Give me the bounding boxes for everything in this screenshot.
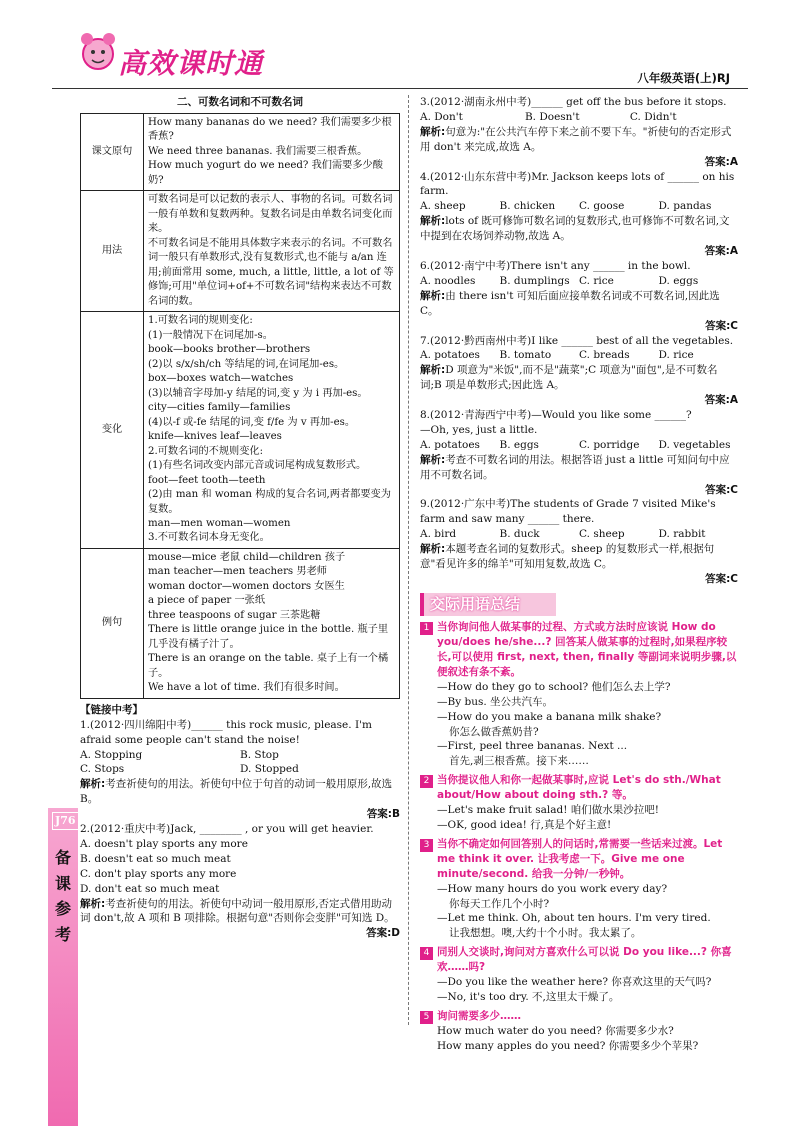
row-content [144, 113, 400, 190]
dialogue-line: —No, it's too dry. 不,这里太干燥了。 [437, 990, 620, 1003]
option: B. Doesn't [524, 110, 580, 123]
explanation-text: D 项意为"米饭",而不是"蔬菜";C 项意为"面包",是不可数名词;B 项是单数形式;因此选 A。 [420, 364, 718, 392]
dialogue-line: 首先,剥三根香蕉。接下来…… [449, 755, 589, 768]
content-line: 不可数名词是不能用具体数字来表示的名词。不可数名词一般只有单数形式,没有复数形式,也不能与 a/an 连用;前面常用 some, much, a little, little, a lot of 等修饰;可用"单位词+of+不可数名词"结构来表达不可数名词的数。 [148, 237, 394, 307]
question-options [420, 110, 738, 125]
dialogue-line: How much water do you need? 你需要多少水? [437, 1024, 674, 1037]
content-line: (1)有些名词改变内部元音或词尾构成复数形式。 [148, 460, 367, 472]
question-stem: 7.(2012·黔西南州中考)I like ______ best of all the vegetables. [420, 334, 734, 347]
option: C. rice [579, 274, 614, 287]
row-head: 例句 [81, 548, 144, 698]
answer: 答案:D [366, 927, 400, 940]
column-divider [408, 95, 409, 1025]
content-line: 1.可数名词的规则变化: [148, 315, 253, 327]
option: C. porridge [579, 438, 640, 451]
question-stem: 3.(2012·湖南永州中考)______ get off the bus before it stops. [420, 96, 727, 108]
option: A. bird [420, 528, 457, 541]
answer: 答案:C [705, 483, 738, 496]
content-line: There is little orange juice in the bottle. 瓶子里几乎没有橘子汁了。 [148, 624, 389, 650]
explanation [420, 363, 738, 393]
option: A. potatoes [420, 438, 480, 451]
point-title: 同别人交谈时,询问对方喜欢什么可以说 Do you like...? 你喜欢……吗? [437, 946, 732, 974]
question-options [80, 748, 400, 778]
question-list [420, 95, 738, 587]
option: A. doesn't play sports any more [80, 837, 248, 850]
option: C. sheep [579, 528, 625, 541]
content-line: man—men woman—women [148, 517, 291, 529]
question-options [420, 199, 738, 214]
point-number: 3 [420, 839, 433, 852]
table-row [81, 113, 400, 190]
option: A. Stopping [80, 748, 143, 761]
answer: 答案:A [704, 155, 738, 168]
question-stem: 1.(2012·四川绵阳中考)______ this rock music, please. I'm afraid some people can't stand the noise! [80, 718, 372, 746]
question-options [420, 438, 738, 453]
content-line: (2)以 s/x/sh/ch 等结尾的词,在词尾加-es。 [148, 358, 345, 370]
question-options [420, 348, 738, 363]
question-stem: 4.(2012·山东东营中考)Mr. Jackson keeps lots of ______ on his farm. [420, 170, 735, 198]
section-title: 二、可数名词和不可数名词 [177, 96, 303, 108]
row-content [144, 548, 400, 698]
content-line: (1)一般情况下在词尾加-s。 [148, 329, 273, 341]
content-line: How much yogurt do we need? 我们需要多少酸奶? [148, 160, 383, 186]
content-line: (4)以-f 或-fe 结尾的词,变 f/fe 为 v 再加-es。 [148, 416, 356, 428]
explanation-label: 解析: [420, 215, 446, 228]
content-line: woman doctor—women doctors 女医生 [148, 580, 345, 592]
point-number: 2 [420, 775, 433, 788]
left-column [80, 95, 400, 941]
question-options [420, 527, 738, 542]
point-heading [420, 620, 738, 680]
link-exam-title: 【链接中考】 [80, 703, 143, 716]
row-content [144, 312, 400, 549]
dialogue-line: —Let's make fruit salad! 咱们做水果沙拉吧! [437, 804, 659, 817]
option: D. rabbit [658, 528, 706, 541]
content-line: knife—knives leaf—leaves [148, 431, 282, 443]
option: B. dumplings [499, 274, 570, 287]
content-line: 3.不可数名词本身无变化。 [148, 532, 270, 544]
explanation [420, 542, 738, 572]
dialogue-line: How many apples do you need? 你需要多少个苹果? [437, 1039, 699, 1052]
dialogue-line: —Let me think. Oh, about ten hours. I'm very tired. [437, 912, 711, 925]
explanation-text: 考查不可数名词的用法。根据答语 just a little 可知问句中应用不可数名词。 [420, 453, 730, 481]
answer: 答案:A [704, 394, 738, 407]
option: D. eggs [658, 274, 699, 287]
option: B. doesn't eat so much meat [80, 852, 231, 865]
option: C. Didn't [629, 110, 677, 123]
option: A. sheep [420, 200, 466, 213]
option: C. breads [579, 349, 630, 362]
explanation [420, 289, 738, 319]
question-2 [80, 822, 400, 941]
side-strip-text: 备课参考 [54, 848, 71, 944]
question-item [420, 170, 738, 259]
dialogue-line: —How do they go to school? 他们怎么去上学? [437, 680, 671, 693]
content-line: (3)以辅音字母加-y 结尾的词,变 y 为 i 再加-es。 [148, 387, 368, 399]
option: B. eggs [499, 438, 539, 451]
expression-point [420, 620, 738, 769]
question-stem: 6.(2012·南宁中考)There isn't any ______ in the bowl. [420, 259, 691, 272]
explanation-label: 解析: [420, 543, 446, 556]
content-line: We have a lot of time. 我们有很多时间。 [148, 682, 345, 694]
explanation-text: 考查祈使句的用法。祈使句中位于句首的动词一般用原形,故选 B。 [80, 778, 393, 806]
option: A. potatoes [420, 349, 480, 362]
row-head: 用法 [81, 191, 144, 312]
content-line: There is an orange on the table. 桌子上有一个橘子。 [148, 653, 389, 679]
expression-point [420, 773, 738, 833]
dialogue-line: 你怎么做香蕉奶昔? [449, 725, 539, 738]
point-heading [420, 837, 738, 882]
question-1 [80, 718, 400, 822]
answer: 答案:B [366, 808, 400, 821]
option: A. Don't [420, 110, 463, 123]
question-options [420, 274, 738, 289]
question-stem: 9.(2012·广东中考)The students of Grade 7 visited Mike's farm and saw many ______ there. [420, 498, 716, 526]
explanation [420, 214, 738, 244]
table-row [81, 191, 400, 312]
point-title: 当你询问他人做某事的过程、方式或方法时应该说 How do you/does he/she...? 回答某人做某事的过程时,如果程序较长,可以使用 first, next, then, finally 等副词来说明步骤,以便叙述有条不紊。 [437, 621, 737, 678]
answer: 答案:C [705, 319, 738, 332]
question-item [420, 334, 738, 409]
row-head: 变化 [81, 312, 144, 549]
content-line: (2)由 man 和 woman 构成的复合名词,两者都要变为复数。 [148, 489, 391, 515]
grammar-table [80, 113, 400, 699]
option: D. vegetables [658, 438, 731, 451]
dialogue-line: —OK, good idea! 行,真是个好主意! [437, 818, 612, 831]
point-heading [420, 1009, 738, 1024]
option: B. chicken [499, 200, 556, 213]
content-line: mouse—mice 老鼠 child—children 孩子 [148, 551, 346, 563]
content-line: book—books brother—brothers [148, 344, 311, 356]
header-rule [52, 88, 748, 89]
page-header [0, 0, 800, 100]
mascot-icon [76, 30, 120, 74]
option: B. duck [499, 528, 540, 541]
dialogue-line: —First, peel three bananas. Next ... [437, 740, 628, 753]
row-content [144, 191, 400, 312]
expression-points [420, 620, 738, 1053]
option: A. noodles [420, 274, 476, 287]
explanation-label: 解析: [420, 453, 446, 466]
explanation [80, 777, 400, 807]
point-heading [420, 773, 738, 803]
section-banner: 交际用语总结 [420, 593, 556, 616]
dialogue-line: —How many hours do you work every day? [437, 882, 668, 895]
option: D. rice [658, 349, 694, 362]
explanation [420, 125, 738, 155]
point-heading [420, 945, 738, 975]
point-number: 4 [420, 947, 433, 960]
subject-label: 八年级英语(上)RJ [637, 71, 730, 85]
question-item [420, 497, 738, 586]
explanation-label: 解析: [80, 897, 106, 910]
option: C. don't play sports any more [80, 867, 237, 880]
option: C. Stops [80, 763, 125, 776]
content-line: a piece of paper 一张纸 [148, 595, 266, 607]
option: B. tomato [499, 349, 552, 362]
dialogue-line: —Do you like the weather here? 你喜欢这里的天气吗? [437, 976, 712, 989]
content-line: 2.可数名词的不规则变化: [148, 445, 264, 457]
question-options [80, 837, 400, 897]
page-number: J76 [52, 812, 79, 830]
explanation [80, 897, 400, 927]
question-stem: 2.(2012·重庆中考)Jack, ________ , or you will get heavier. [80, 823, 374, 836]
brand-logo: 高效课时通 [118, 47, 264, 80]
answer: 答案:C [705, 573, 738, 585]
content-line: man teacher—men teachers 男老师 [148, 566, 327, 578]
expression-point [420, 945, 738, 1005]
point-title: 询问需要多少…… [437, 1009, 521, 1022]
content-line: We need three bananas. 我们需要三根香蕉。 [148, 145, 368, 157]
point-title: 当你不确定如何回答别人的问话时,常需要一些话来过渡。Let me think it over. 让我考虑一下。Give me one minute/second. 给我一分钟/一秒钟。 [437, 837, 723, 880]
content-line: foot—feet tooth—teeth [148, 474, 266, 486]
point-title: 当你提议他人和你一起做某事时,应说 Let's do sth./What about/How about doing sth.? 等。 [437, 774, 721, 802]
point-number: 1 [420, 622, 433, 635]
question-stem: 8.(2012·青海西宁中考)—Would you like some ______? —Oh, yes, just a little. [420, 409, 692, 436]
row-head: 课文原句 [81, 113, 144, 190]
explanation-text: 由 there isn't 可知后面应接单数名词或不可数名词,因此选 C。 [420, 289, 720, 317]
dialogue-line: —By bus. 坐公共汽车。 [437, 695, 554, 708]
explanation-text: 句意为:"在公共汽车停下来之前不要下车。"祈使句的否定形式用 don't 来完成,故选 A。 [420, 125, 732, 153]
explanation-text: 考查祈使句的用法。祈使句中动词一般用原形,否定式借用助动词 don't,故 A 项和 B 项排除。根据句意"否则你会变胖"可知选 D。 [80, 897, 395, 925]
option: D. pandas [658, 200, 712, 213]
expression-point [420, 1009, 738, 1054]
point-number: 5 [420, 1011, 433, 1024]
question-item [420, 408, 738, 497]
explanation-text: lots of 既可修饰可数名词的复数形式,也可修饰不可数名词,文中提到在农场饲养动物,故选 A。 [420, 215, 730, 243]
dialogue-line: 让我想想。噢,大约十个小时。我太累了。 [449, 927, 642, 940]
question-item [420, 95, 738, 170]
content-line: city—cities family—families [148, 402, 291, 414]
option: C. goose [579, 200, 625, 213]
dialogue-line: —How do you make a banana milk shake? [437, 710, 662, 723]
table-row [81, 548, 400, 698]
explanation [420, 453, 738, 483]
answer: 答案:A [704, 245, 738, 258]
content-line: three teaspoons of sugar 三茶匙糖 [148, 609, 321, 621]
content-line: box—boxes watch—watches [148, 373, 294, 385]
explanation-label: 解析: [420, 125, 446, 138]
right-column [420, 95, 738, 1054]
content-line: 可数名词是可以记数的表示人、事物的名词。可数名词一般有单数和复数两种。复数名词是由单数名词变化而来。 [148, 194, 393, 235]
explanation-label: 解析: [420, 289, 446, 302]
content-line: How many bananas do we need? 我们需要多少根香蕉? [148, 116, 392, 143]
question-item [420, 259, 738, 334]
expression-point [420, 837, 738, 941]
option: D. don't eat so much meat [80, 882, 220, 895]
explanation-label: 解析: [80, 778, 106, 791]
explanation-label: 解析: [420, 364, 446, 377]
dialogue-line: 你每天工作几个小时? [449, 897, 550, 910]
table-row [81, 312, 400, 549]
explanation-text: 本题考查名词的复数形式。sheep 的复数形式一样,根据句意"看见许多的绵羊"可知用复数,故选 C。 [420, 543, 715, 571]
option: B. Stop [240, 748, 279, 761]
option: D. Stopped [240, 763, 299, 776]
